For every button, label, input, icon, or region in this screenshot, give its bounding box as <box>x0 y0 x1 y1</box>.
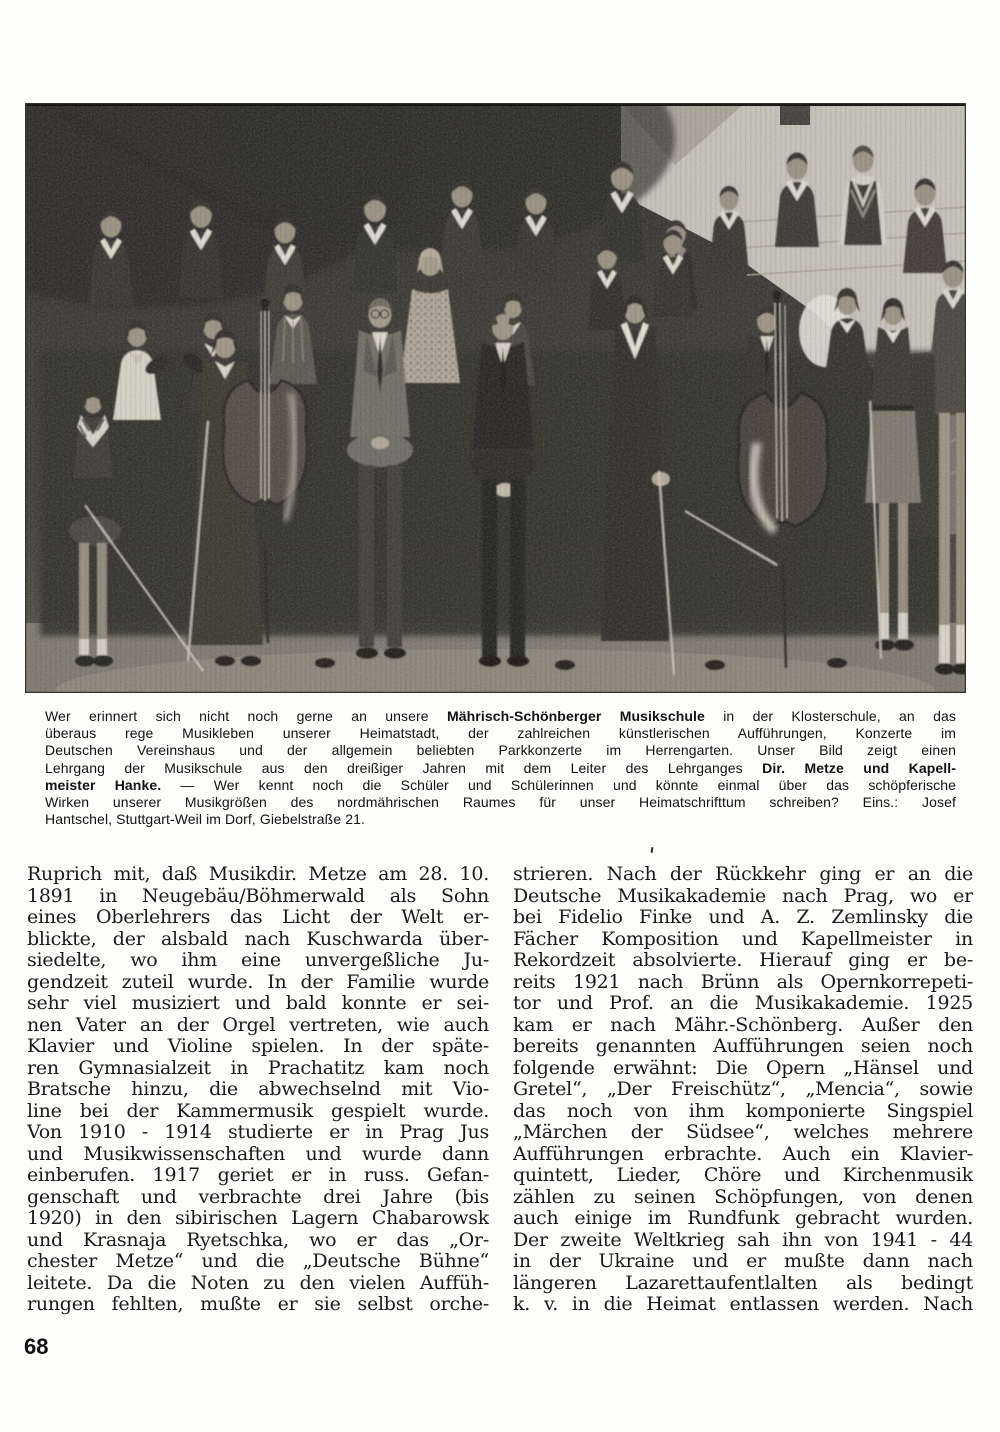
caption-line: Wer erinnert sich nicht noch gerne an unsere Mährisch-Schönberger Musikschule in der Klosterschule, an das <box>45 708 956 724</box>
caption-line: Wirken unserer Musikgrößen des nordmährischen Raumes für unser Heimatschrifttum schreiben? Eins.: Josef <box>45 794 956 811</box>
text-line: in der Ukraine und er mußte dann nach <box>513 1251 973 1272</box>
text-line: ren Gymnasialzeit in Prachatitz kam noch <box>27 1057 489 1079</box>
text-line: Klavier und Violine spielen. In der späte- <box>27 1036 489 1057</box>
text-line: 1891 in Neugebäu/Böhmerwald als Sohn <box>27 885 489 907</box>
body-column-right <box>513 864 973 1316</box>
text-line: Deutsche Musikakademie nach Prag, wo er <box>513 885 973 907</box>
text-line: reits 1921 nach Brünn als Opernkorrepeti- <box>513 971 973 993</box>
group-photo-image <box>25 103 966 693</box>
caption-line: Lehrgang der Musikschule aus den dreißiger Jahren mit dem Leiter des Lehrganges Dir. Metze und Kapell- <box>45 759 956 776</box>
text-line: Gretel“, „Der Freischütz“, „Mencia“, sowie <box>513 1079 973 1100</box>
text-line: Rekordzeit absolvierte. Hierauf ging er be- <box>513 950 973 971</box>
text-line: chester Metze“ und die „Deutsche Bühne“ <box>27 1251 489 1272</box>
text-line: tor und Prof. an die Musikakademie. 1925 <box>513 993 973 1014</box>
text-line: genschaft und verbrachte drei Jahre (bis <box>27 1186 489 1208</box>
text-line: auch einige im Rundfunk gebracht wurden. <box>513 1208 973 1229</box>
text-line: das noch von ihm komponierte Singspiel <box>513 1100 973 1122</box>
text-line: eines Oberlehrers das Licht der Welt er- <box>27 907 489 928</box>
text-line: Ruprich mit, daß Musikdir. Metze am 28. 10. <box>27 864 489 885</box>
photo-caption <box>45 708 956 828</box>
text-line: siedelte, wo ihm eine unvergeßliche Ju- <box>27 950 489 971</box>
caption-line: meister Hanke. — Wer kennt noch die Schüler und Schülerinnen und könnte einmal über das schöpferische <box>45 776 956 793</box>
text-line: quintett, Lieder, Chöre und Kirchenmusik <box>513 1165 973 1186</box>
text-line: Bratsche hinzu, die abwechselnd mit Vio- <box>27 1079 489 1100</box>
caption-line: Hantschel, Stuttgart-Weil im Dorf, Giebelstraße 21. <box>45 811 365 828</box>
text-line: zählen zu seinen Schöpfungen, von denen <box>513 1186 973 1208</box>
text-line: strieren. Nach der Rückkehr ging er an die <box>513 864 973 885</box>
text-line: „Märchen der Südsee“, welches mehrere <box>513 1122 973 1143</box>
text-line: einberufen. 1917 geriet er in russ. Gefan- <box>27 1165 489 1186</box>
caption-line: überaus rege Musikleben unserer Heimatstadt, der zahlreichen künstlerischen Aufführungen, Konzerte im <box>45 725 956 742</box>
caption-line: Deutschen Vereinshaus und der allgemein beliebten Parkkonzerte im Herrengarten. Unser Bild zeigt einen <box>45 742 956 759</box>
text-line: line bei der Kammermusik gespielt wurde. <box>27 1100 489 1122</box>
text-line: Der zweite Weltkrieg sah ihn von 1941 - 44 <box>513 1229 973 1251</box>
text-line: Fächer Komposition und Kapellmeister in <box>513 928 973 950</box>
text-line: leitete. Da die Noten zu den vielen Auffüh- <box>27 1272 489 1294</box>
text-line: folgende erwähnt: Die Opern „Hänsel und <box>513 1057 973 1079</box>
text-line: nen Vater an der Orgel vertreten, wie auch <box>27 1014 489 1036</box>
group-photo <box>25 103 966 693</box>
text-line: längeren Lazarettaufentlalten als bedingt <box>513 1272 973 1294</box>
text-line: und Krasnaja Ryetschka, wo er das „Or- <box>27 1229 489 1251</box>
text-line: bereits genannten Aufführungen seien noch <box>513 1036 973 1057</box>
text-line: bei Fidelio Finke und A. Z. Zemlinsky die <box>513 907 973 928</box>
text-line: Aufführungen erbrachte. Auch ein Klavier- <box>513 1143 973 1165</box>
text-line: und Musikwissenschaften und wurde dann <box>27 1143 489 1165</box>
text-line: 1920) in den sibirischen Lagern Chabarowsk <box>27 1208 489 1229</box>
text-line: blickte, der alsbald nach Kuschwarda über- <box>27 928 489 950</box>
text-line: rungen fehlten, mußte er sie selbst orche- <box>27 1294 489 1315</box>
text-line: gendzeit zuteil wurde. In der Familie wurde <box>27 971 489 993</box>
text-line: sehr viel musiziert und bald konnte er sei- <box>27 993 489 1014</box>
ink-speck <box>651 847 654 853</box>
text-line: kam er nach Mähr.-Schönberg. Außer den <box>513 1014 973 1036</box>
body-column-left <box>27 864 489 1316</box>
text-line: Von 1910 - 1914 studierte er in Prag Jus <box>27 1122 489 1143</box>
page-number: 68 <box>24 1334 49 1359</box>
text-line: k. v. in die Heimat entlassen werden. Nach <box>513 1294 973 1315</box>
